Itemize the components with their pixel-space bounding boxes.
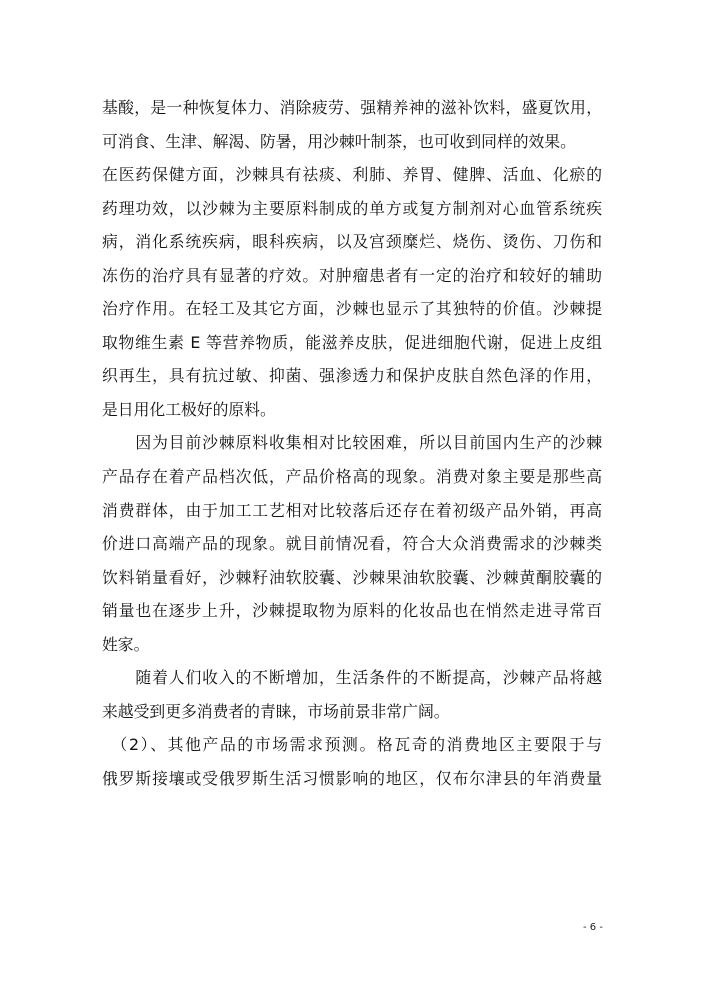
text-line: 饮料销量看好，沙棘籽油软胶囊、沙棘果油软胶囊、沙棘黄酮胶囊的 xyxy=(102,567,602,587)
text-line: 价进口高端产品的现象。就目前情况看，符合大众消费需求的沙棘类 xyxy=(102,534,602,554)
text-line: 来越受到更多消费者的青睐，市场前景非常广阔。 xyxy=(102,701,450,721)
text-line: 在医药保健方面，沙棘具有祛痰、利肺、养胃、健脾、活血、化瘀的 xyxy=(102,165,602,185)
text-line: 产品存在着产品档次低，产品价格高的现象。消费对象主要是那些高 xyxy=(102,467,602,487)
text-line: 是日用化工极好的原料。 xyxy=(102,399,276,419)
text-line: 病，消化系统疾病，眼科疾病，以及宫颈糜烂、烧伤、烫伤、刀伤和 xyxy=(102,232,602,252)
text-line: 织再生，具有抗过敏、抑菌、强渗透力和保护皮肤自然色泽的作用， xyxy=(102,366,602,386)
text-line: 消费群体，由于加工工艺相对比较落后还存在着初级产品外销，再高 xyxy=(102,500,602,520)
text-line: 药理功效，以沙棘为主要原料制成的单方或复方制剂对心血管系统疾 xyxy=(102,198,602,218)
text-line: 姓家。 xyxy=(102,634,150,654)
text-line: 随着人们收入的不断增加，生活条件的不断提高，沙棘产品将越 xyxy=(102,668,602,688)
body-text xyxy=(102,91,602,795)
text-line: 因为目前沙棘原料收集相对比较困难，所以目前国内生产的沙棘 xyxy=(102,433,602,453)
text-line: 销量也在逐步上升，沙棘提取物为原料的化妆品也在悄然走进寻常百 xyxy=(102,601,602,621)
text-line: （2）、其他产品的市场需求预测。格瓦奇的消费地区主要限于与 xyxy=(102,735,602,755)
text-line: 俄罗斯接壤或受俄罗斯生活习惯影响的地区，仅布尔津县的年消费量 xyxy=(102,768,602,788)
page-number: - 6 - xyxy=(583,922,603,933)
text-line: 取物维生素 E 等营养物质，能滋养皮肤，促进细胞代谢，促进上皮组 xyxy=(102,332,602,352)
text-line: 基酸，是一种恢复体力、消除疲劳、强精养神的滋补饮料，盛夏饮用， xyxy=(102,98,602,117)
text-line: 冻伤的治疗具有显著的疗效。对肿瘤患者有一定的治疗和较好的辅助 xyxy=(102,265,602,285)
text-line: 治疗作用。在轻工及其它方面，沙棘也显示了其独特的价值。沙棘提 xyxy=(102,299,602,319)
text-line: 可消食、生津、解渴、防暑，用沙棘叶制茶，也可收到同样的效果。 xyxy=(102,131,576,151)
